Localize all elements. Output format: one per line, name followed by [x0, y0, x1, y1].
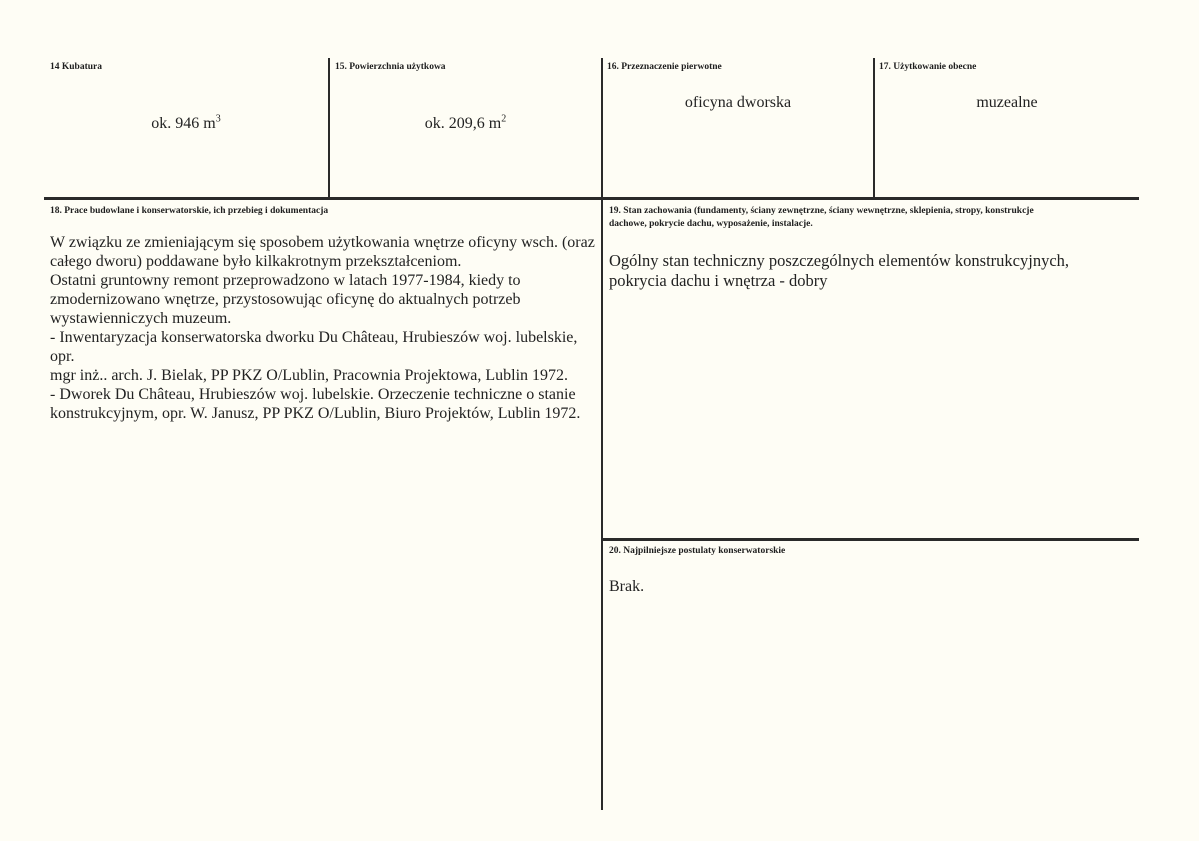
field-18-label: 18. Prace budowlane i konserwatorskie, ich przebieg i dokumentacja — [50, 206, 329, 216]
field-18-line: całego dworu) poddawane było kilkakrotnym przekształceniom. — [50, 253, 462, 270]
field-19-line: pokrycia dachu i wnętrza - dobry — [609, 271, 828, 290]
field-20-value: Brak. — [609, 578, 645, 595]
divider-v-3 — [873, 58, 875, 200]
field-18-line: zmodernizowano wnętrze, przystosowując oficynę do aktualnych potrzeb — [50, 291, 521, 308]
field-18-line: - Inwentaryzacja konserwatorska dworku Du Château, Hrubieszów woj. lubelskie, opr. — [50, 329, 578, 365]
field-17-label: 17. Użytkowanie obecne — [879, 62, 977, 72]
field-14-unit-exponent: 3 — [215, 113, 221, 125]
field-15-value-text: ok. 209,6 m — [424, 115, 502, 132]
field-16-label: 16. Przeznaczenie pierwotne — [607, 62, 722, 72]
field-15-label: 15. Powierzchnia użytkowa — [335, 62, 446, 72]
field-18-line: konstrukcyjnym, opr. W. Janusz, PP PKZ O/Lublin, Biuro Projektów, Lublin 1972. — [50, 405, 581, 422]
field-19-label — [609, 205, 1137, 231]
field-19-line: Ogólny stan techniczny poszczególnych elementów konstrukcyjnych, — [609, 251, 1070, 270]
field-18-line: Ostatni gruntowny remont przeprowadzono w latach 1977-1984, kiedy to — [50, 272, 521, 289]
divider-v-2 — [601, 58, 603, 810]
divider-h-2 — [601, 538, 1139, 541]
field-19-text — [609, 251, 1137, 291]
field-15-value — [330, 114, 601, 133]
field-18-line: wystawienniczych muzeum. — [50, 310, 232, 327]
field-14-label: 14 Kubatura — [50, 62, 102, 72]
field-17-value: muzealne — [976, 94, 1038, 111]
field-18-line: W związku ze zmieniającym się sposobem użytkowania wnętrze oficyny wsch. (oraz — [50, 234, 595, 251]
field-18-line: mgr inż.. arch. J. Bielak, PP PKZ O/Lublin, Pracownia Projektowa, Lublin 1972. — [50, 367, 569, 384]
field-15-unit-exponent: 2 — [501, 113, 507, 125]
field-20-label: 20. Najpilniejsze postulaty konserwatorskie — [609, 546, 786, 556]
field-19-label-line: dachowe, pokrycie dachu, wyposażenie, instalacje. — [609, 219, 813, 229]
field-18-text — [50, 233, 598, 423]
field-16-value: oficyna dworska — [684, 94, 792, 111]
field-18-line: - Dworek Du Château, Hrubieszów woj. lubelskie. Orzeczenie techniczne o stanie — [50, 386, 576, 403]
field-19-label-line: 19. Stan zachowania (fundamenty, ściany zewnętrzne, ściany wewnętrzne, sklepienia, stropy, konstrukcje — [609, 206, 1034, 216]
field-14-value — [44, 114, 328, 133]
divider-h-1 — [44, 197, 1139, 200]
field-14-value-text: ok. 946 m — [151, 115, 216, 132]
